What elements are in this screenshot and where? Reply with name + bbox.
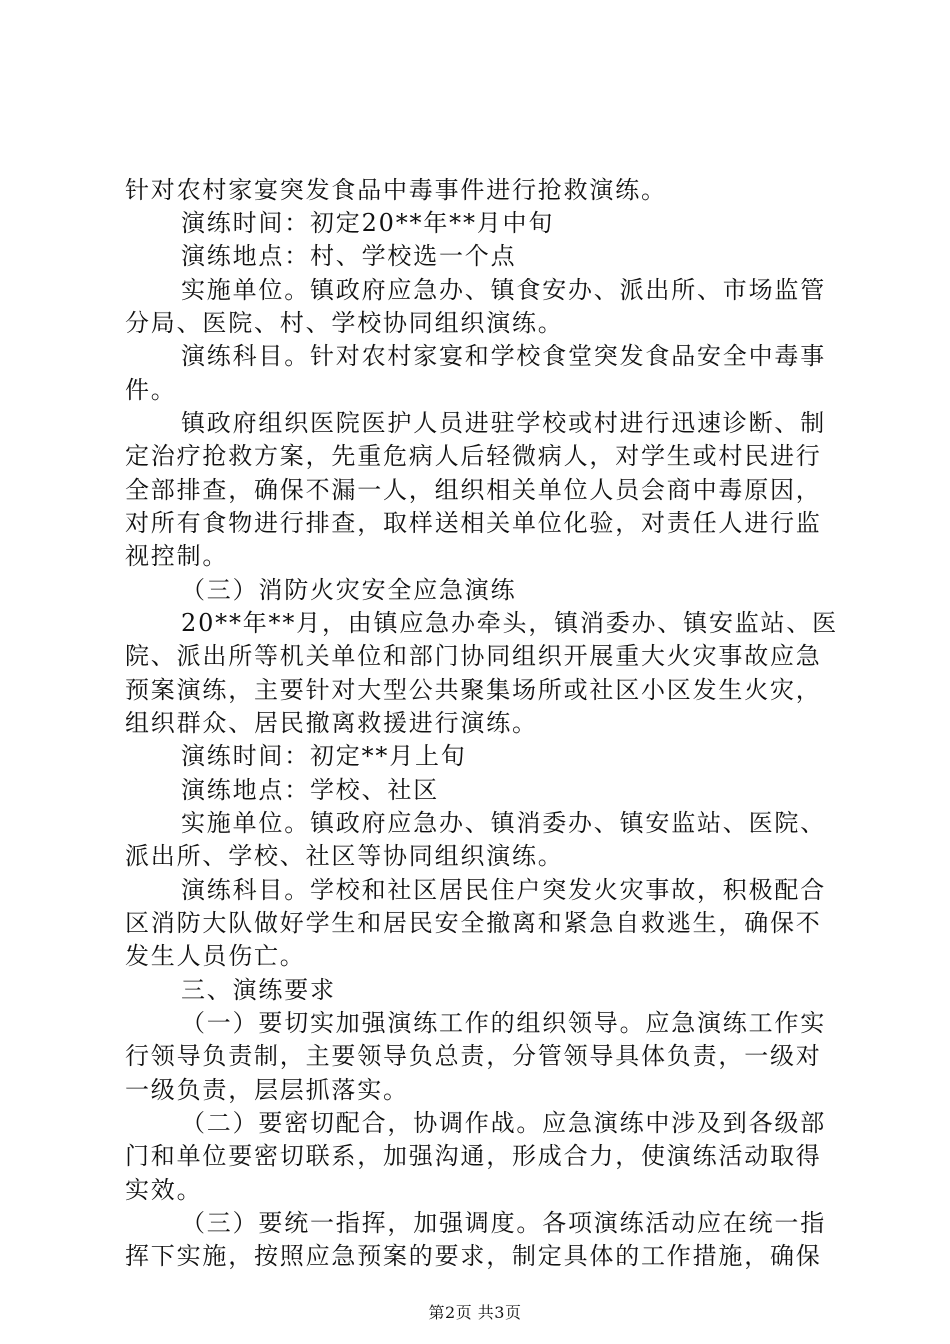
text-line: 院、派出所等机关单位和部门协同组织开展重大火灾事故应急 [125,642,822,670]
text-line: 件。 [125,376,177,404]
text-line: 20**年**月，由镇应急办牵头，镇消委办、镇安监站、医 [181,609,838,637]
section-heading: 三、演练要求 [181,976,336,1004]
text-line: 一级负责，层层抓落实。 [125,1076,409,1104]
text-line: 演练地点：学校、社区 [181,776,439,804]
text-line: 演练科目。针对农村家宴和学校食堂突发食品安全中毒事 [181,342,826,370]
text-line: 实施单位。镇政府应急办、镇食安办、派出所、市场监管 [181,276,826,304]
section-heading: （三）消防火灾安全应急演练 [181,576,517,604]
text-line: 针对农村家宴突发食品中毒事件进行抢救演练。 [125,176,667,204]
text-line: 组织群众、居民撤离救援进行演练。 [125,709,538,737]
text-line: 实施单位。镇政府应急办、镇消委办、镇安监站、医院、 [181,809,826,837]
text-line: 门和单位要密切联系，加强沟通，形成合力，使演练活动取得 [125,1142,822,1170]
text-line: 发生人员伤亡。 [125,942,306,970]
text-line: 演练时间：初定**月上旬 [181,742,467,770]
text-line: 派出所、学校、社区等协同组织演练。 [125,842,564,870]
text-line: 演练地点：村、学校选一个点 [181,242,517,270]
text-line: 预案演练，主要针对大型公共聚集场所或社区小区发生火灾， [125,676,822,704]
text-line: （一）要切实加强演练工作的组织领导。应急演练工作实 [181,1009,826,1037]
text-line: 挥下实施，按照应急预案的要求，制定具体的工作措施，确保 [125,1242,822,1270]
text-line: （三）要统一指挥，加强调度。各项演练活动应在统一指 [181,1209,826,1237]
text-line: 行领导负责制，主要领导负总责，分管领导具体负责，一级对 [125,1042,822,1070]
page-footer: 第2页 共3页 [428,1303,522,1322]
text-line: 对所有食物进行排查，取样送相关单位化验，对责任人进行监 [125,509,822,537]
text-line: 定治疗抢救方案，先重危病人后轻微病人，对学生或村民进行 [125,442,822,470]
text-line: （二）要密切配合，协调作战。应急演练中涉及到各级部 [181,1109,826,1137]
text-line: 视控制。 [125,542,229,570]
text-line: 分局、医院、村、学校协同组织演练。 [125,309,564,337]
text-line: 实效。 [125,1176,203,1204]
text-line: 镇政府组织医院医护人员进驻学校或村进行迅速诊断、制 [181,409,826,437]
text-line: 区消防大队做好学生和居民安全撤离和紧急自救逃生，确保不 [125,909,822,937]
text-line: 演练时间：初定20**年**月中旬 [181,209,555,237]
text-line: 全部排查，确保不漏一人，组织相关单位人员会商中毒原因， [125,476,822,504]
text-line: 演练科目。学校和社区居民住户突发火灾事故，积极配合 [181,876,826,904]
